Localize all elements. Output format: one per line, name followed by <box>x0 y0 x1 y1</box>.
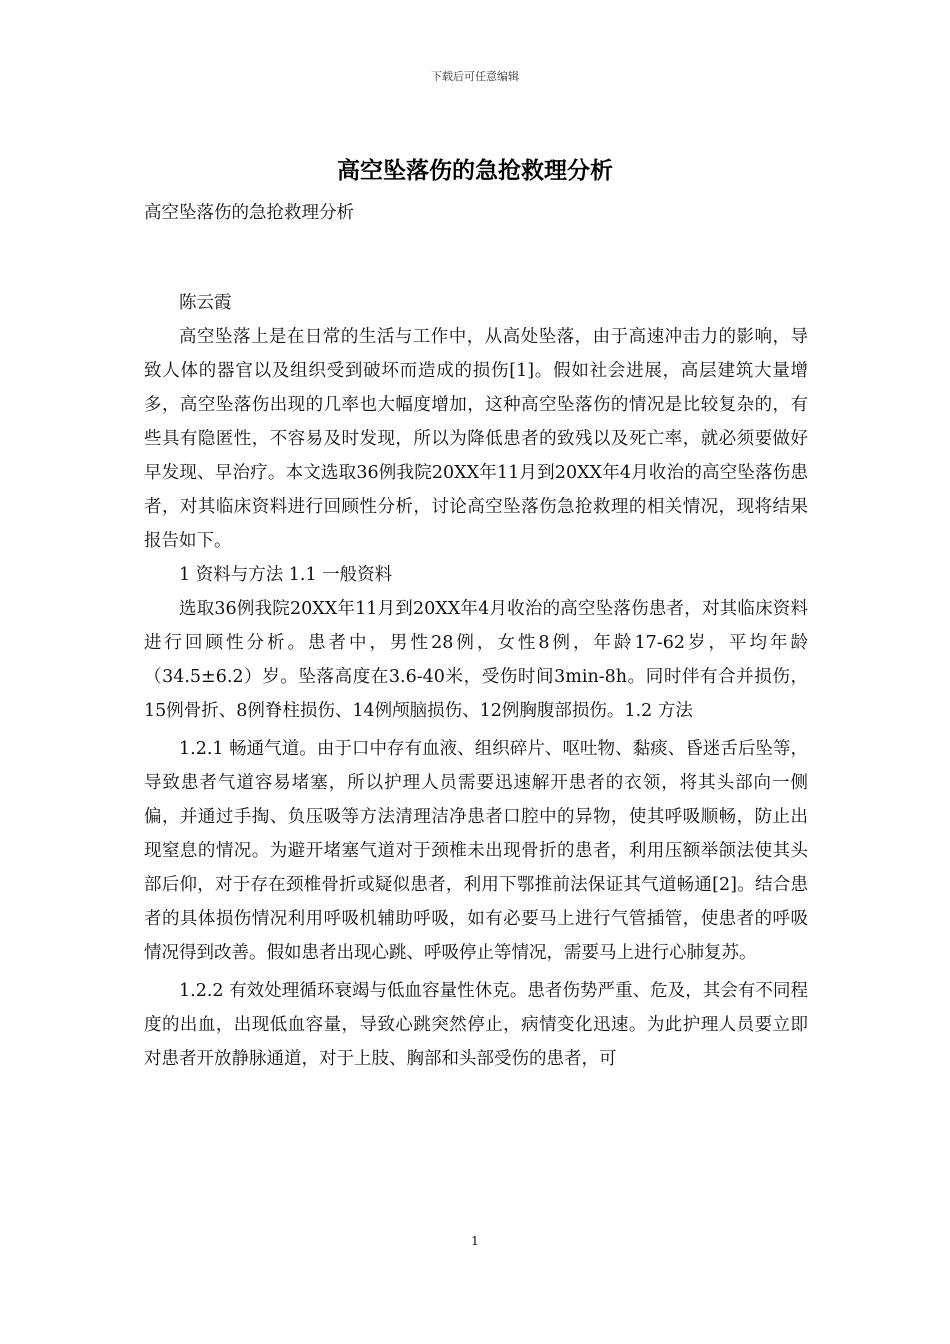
page-number: 1 <box>471 1234 479 1248</box>
author-name: 陈云霞 <box>179 293 232 313</box>
paragraph-airway: 1.2.1 畅通气道。由于口中存有血液、组织碎片、呕吐物、黏痰、昏迷舌后坠等，导致患者气道容易堵塞，所以护理人员需要迅速解开患者的衣领，将其头部向一侧偏，并通过手掏、负压吸等方法清理洁净患者口腔中的异物，使其呼吸顺畅，防止出现窒息的情况。为避开堵塞气道对于颈椎未出现骨折的患者，利用压额举颌法使其头部后仰，对于存在颈椎骨折或疑似患者，利用下鄂推前法保证其气道畅通[2]。结合患者的具体损伤情况利用呼吸机辅助呼吸，如有必要马上进行气管插管，使患者的呼吸情况得到改善。假如患者出现心跳、呼吸停止等情况，需要马上进行心肺复苏。 <box>144 739 808 963</box>
page-header-note: 下载后可任意编辑 <box>431 70 519 83</box>
paragraph-general-data: 选取36例我院20XX年11月到20XX年4月收治的高空坠落伤患者，对其临床资料进行回顾性分析。患者中，男性28例，女性8例，年龄17-62岁，平均年龄（34.5±6.2）岁。坠落高度在3.6-40米，受伤时间3min-8h。同时伴有合并损伤，15例骨折、8例脊柱损伤、14例颅脑损伤、12例胸腹部损伤。1.2 方法 <box>144 599 808 721</box>
section-heading-materials-methods: 1 资料与方法 1.1 一般资料 <box>179 565 393 585</box>
paragraph-introduction: 高空坠落上是在日常的生活与工作中，从高处坠落，由于高速冲击力的影响，导致人体的器官以及组织受到破坏而造成的损伤[1]。假如社会进展，高层建筑大量增多，高空坠落伤出现的几率也大幅度增加，这种高空坠落伤的情况是比较复杂的，有些具有隐匿性，不容易及时发现，所以为降低患者的致残以及死亡率，就必须要做好早发现、早治疗。本文选取36例我院20XX年11月到20XX年4月收治的高空坠落伤患者，对其临床资料进行回顾性分析，讨论高空坠落伤急抢救理的相关情况，现将结果报告如下。 <box>144 327 808 551</box>
document-title: 高空坠落伤的急抢救理分析 <box>337 157 613 184</box>
document-subtitle: 高空坠落伤的急抢救理分析 <box>144 203 354 223</box>
document-body <box>144 196 808 1076</box>
paragraph-circulation: 1.2.2 有效处理循环衰竭与低血容量性休克。患者伤势严重、危及，其会有不同程度的出血，出现低血容量，导致心跳突然停止，病情变化迅速。为此护理人员要立即对患者开放静脉通道，对于上肢、胸部和头部受伤的患者，可 <box>144 981 808 1069</box>
